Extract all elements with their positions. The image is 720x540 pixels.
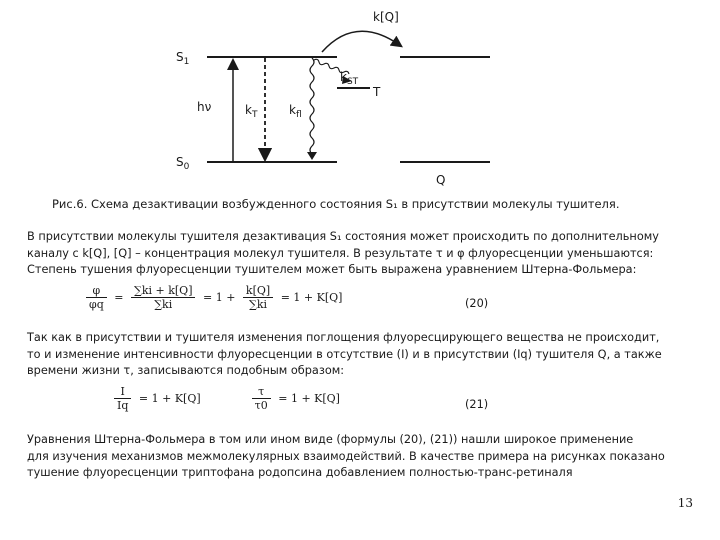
paragraph-2 [27, 330, 662, 380]
paragraph-line: В присутствии молекулы тушителя дезактивация S₁ состояния может происходить по дополнительному [27, 230, 659, 243]
paragraph-line: Так как в присутствии и тушителя изменения поглощения флуоресцирующего вещества не происходит, [27, 331, 660, 344]
paragraph-line: Степень тушения флуоресценции тушителем может быть выражена уравнением Штерна-Фольмера: [27, 263, 637, 276]
paragraph-line: каналу с k[Q], [Q] – концентрация молекул тушителя. В результате τ и φ флуоресценции уменьшаются: [27, 246, 654, 260]
paragraph-line: то и изменение интенсивности флуоресценции в отсутствие (I) и в присутствии (Iq) тушителя Q, а также [27, 347, 662, 361]
q-label: Q [436, 173, 446, 187]
kst-label: $k_{ST}$ [340, 70, 359, 87]
paragraph-line: Уравнения Штерна-Фольмера в том или ином виде (формулы (20), (21)) нашли широкое применение [27, 433, 634, 446]
equation-20: $\frac{\varphi}{\varphi q}$ = $\frac{\sum ki + k[Q]}{\sum ki}$ = 1 + $\frac{k[Q]}{\sum ki}$ = 1 + K[Q] [86, 284, 346, 311]
kfl-wavy-arrow [310, 58, 314, 154]
energy-diagram [0, 0, 720, 195]
t-label: T [373, 85, 381, 99]
kt-label: $k_T$ [245, 103, 258, 120]
kfl-arrowhead [307, 152, 317, 160]
paragraph-line: времени жизни τ, записываются подобным образом: [27, 364, 345, 377]
kq-label: k[Q] [373, 10, 399, 24]
equation-21-number: (21) [465, 398, 489, 411]
s1-label: $S_1$ [176, 50, 190, 67]
paragraph-line: тушение флуоресценции триптофана родопсина добавлением полностью-транс-ретиналя [27, 466, 573, 479]
kq-curved-arrow [322, 31, 398, 52]
paragraph-line: для изучения механизмов межмолекулярных взаимодействий. В качестве примера на рисунках показано [27, 449, 665, 463]
s0-label: $S_0$ [176, 155, 190, 172]
paragraph-1 [27, 229, 659, 279]
paragraph-3 [27, 432, 665, 482]
equation-20-number: (20) [465, 297, 489, 310]
hv-label: hν [197, 100, 212, 114]
figure-caption: Рис.6. Схема дезактивации возбужденного состояния S₁ в присутствии молекулы тушителя. [52, 197, 620, 211]
page-number: 13 [677, 496, 693, 510]
kfl-label: $k_{fl}$ [289, 103, 302, 120]
equation-21: $\frac{I}{Iq}$ = 1 + K[Q] $\frac{\tau}{\tau 0}$ = 1 + K[Q] [114, 385, 344, 412]
